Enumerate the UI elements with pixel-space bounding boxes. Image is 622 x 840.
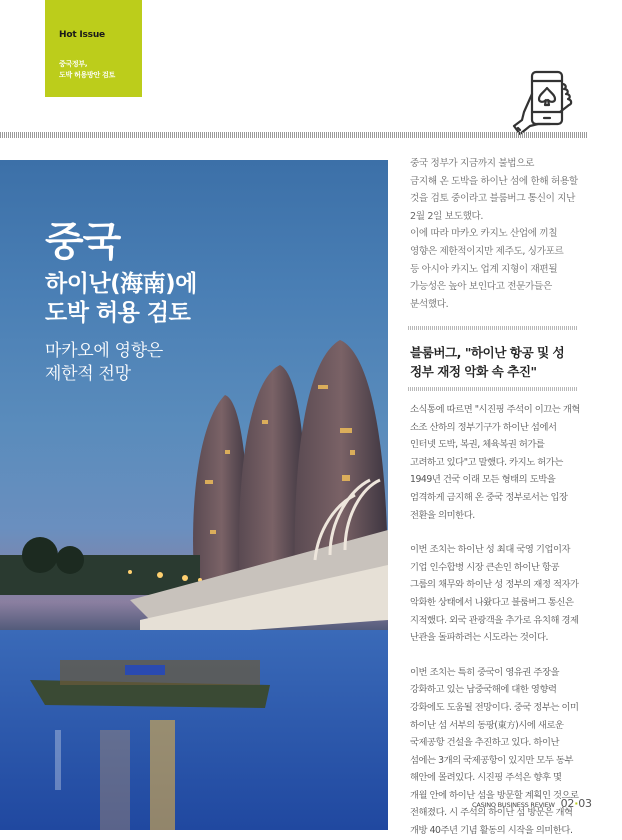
body-paragraph-1: 소식통에 따르면 "시진핑 주석이 이끄는 개혁 소조 산하의 정부기구가 하이난 섬에서 인터넷 도박, 복권, 체육복권 허가를 고려하고 있다"고 말했다. 카지노 허가는 1949년 건국 이래 모든 형태의 도박을 엄격하게 금지해 온 중국 정부로서는 입장 전환을 의미한다.: [410, 404, 580, 521]
subhead-bottom-divider: [408, 387, 578, 391]
hero-photo: [0, 160, 388, 830]
lead-line: 가능성은 높아 보인다고 전문가들은: [410, 281, 552, 293]
headline-sub: [45, 270, 197, 328]
lead-paragraph-1: [410, 155, 580, 225]
publication-name: CASINO BUSINESS REVIEW: [472, 801, 555, 809]
subhead-top-divider: [408, 326, 578, 330]
lead-line: 분석했다.: [410, 298, 449, 310]
lead-line: 금지해 온 도박을 하이난 섬에 한해 허용할: [410, 175, 578, 187]
headline-deck-line: 제한적 전망: [45, 364, 131, 384]
lead-line: 것을 검토 중이라고 블룸버그 통신이 지난: [410, 193, 576, 205]
body-paragraph-3: 이번 조치는 특히 중국이 영유권 주장을 강화하고 있는 남중국해에 대한 영향력 강화에도 도움될 전망이다. 중국 정부는 이미 하이난 섬 서부의 동팡(東方)시에 새로운 국제공항 건설을 추진하고 있다. 하이난 섬에는 3개의 국제공항이 있지만 모두 동부 해안에 몰려있다. 시진핑 주석은 향후 몇 개월 안에 하이난 섬을 방문할 계획인 것으로 전해졌다. 시 주석의 하이난 섬 방문은 개혁 개방 40주년 기념 활동의 시작을 의미한다.: [410, 666, 579, 837]
subheading-line: 블룸버그, "하이난 항공 및 성: [410, 345, 565, 360]
body-paragraph-2: 이번 조치는 하이난 성 최대 국영 기업이자 기업 인수합병 시장 큰손인 하이난 항공 그룹의 채무와 하이난 성 정부의 재정 적자가 악화한 상태에서 나왔다고 블룸버그 통신은 지적했다. 외국 관광객을 추가로 유치해 경제 난관을 돌파하려는 시도라는 것이다.: [410, 544, 579, 644]
headline: [45, 220, 197, 386]
headline-sub-line: 하이난(海南)에: [45, 271, 197, 297]
headline-main: 중국: [45, 219, 121, 265]
headline-deck: [45, 340, 197, 386]
lead-line: 중국 정부가 지금까지 불법으로: [410, 158, 535, 169]
page-footer: [472, 797, 592, 810]
section-tag-subtitle-line: 도박 허용방안 검토: [59, 71, 115, 79]
lead-paragraph-2: [410, 225, 580, 313]
page-separator: ·: [574, 797, 579, 810]
section-tag: [45, 0, 142, 97]
section-tag-subtitle: [59, 59, 115, 81]
lead-line: 이에 따라 마카오 카지노 산업에 끼칠: [410, 228, 558, 240]
lead-paragraphs: [410, 155, 580, 313]
lead-line: 등 아시아 카지노 업계 지형이 재편될: [410, 263, 558, 275]
top-divider: [0, 132, 588, 138]
headline-sub-line: 도박 허용 검토: [45, 300, 191, 326]
hand-holding-phone-spade-icon: [510, 68, 580, 138]
page-number-right: 03: [578, 797, 592, 810]
lead-line: 영향은 제한적이지만 제주도, 싱가포르: [410, 245, 564, 257]
body-column: [410, 401, 580, 840]
subheading: [410, 343, 585, 381]
headline-deck-line: 마카오에 영향은: [45, 341, 163, 361]
subheading-line: 정부 재정 악화 속 추진": [410, 364, 537, 379]
section-tag-title: Hot Issue: [59, 30, 105, 40]
lead-line: 2월 2일 보도했다.: [410, 210, 484, 222]
section-tag-subtitle-line: 중국정부,: [59, 60, 88, 68]
page-number-left: 02: [560, 797, 575, 810]
